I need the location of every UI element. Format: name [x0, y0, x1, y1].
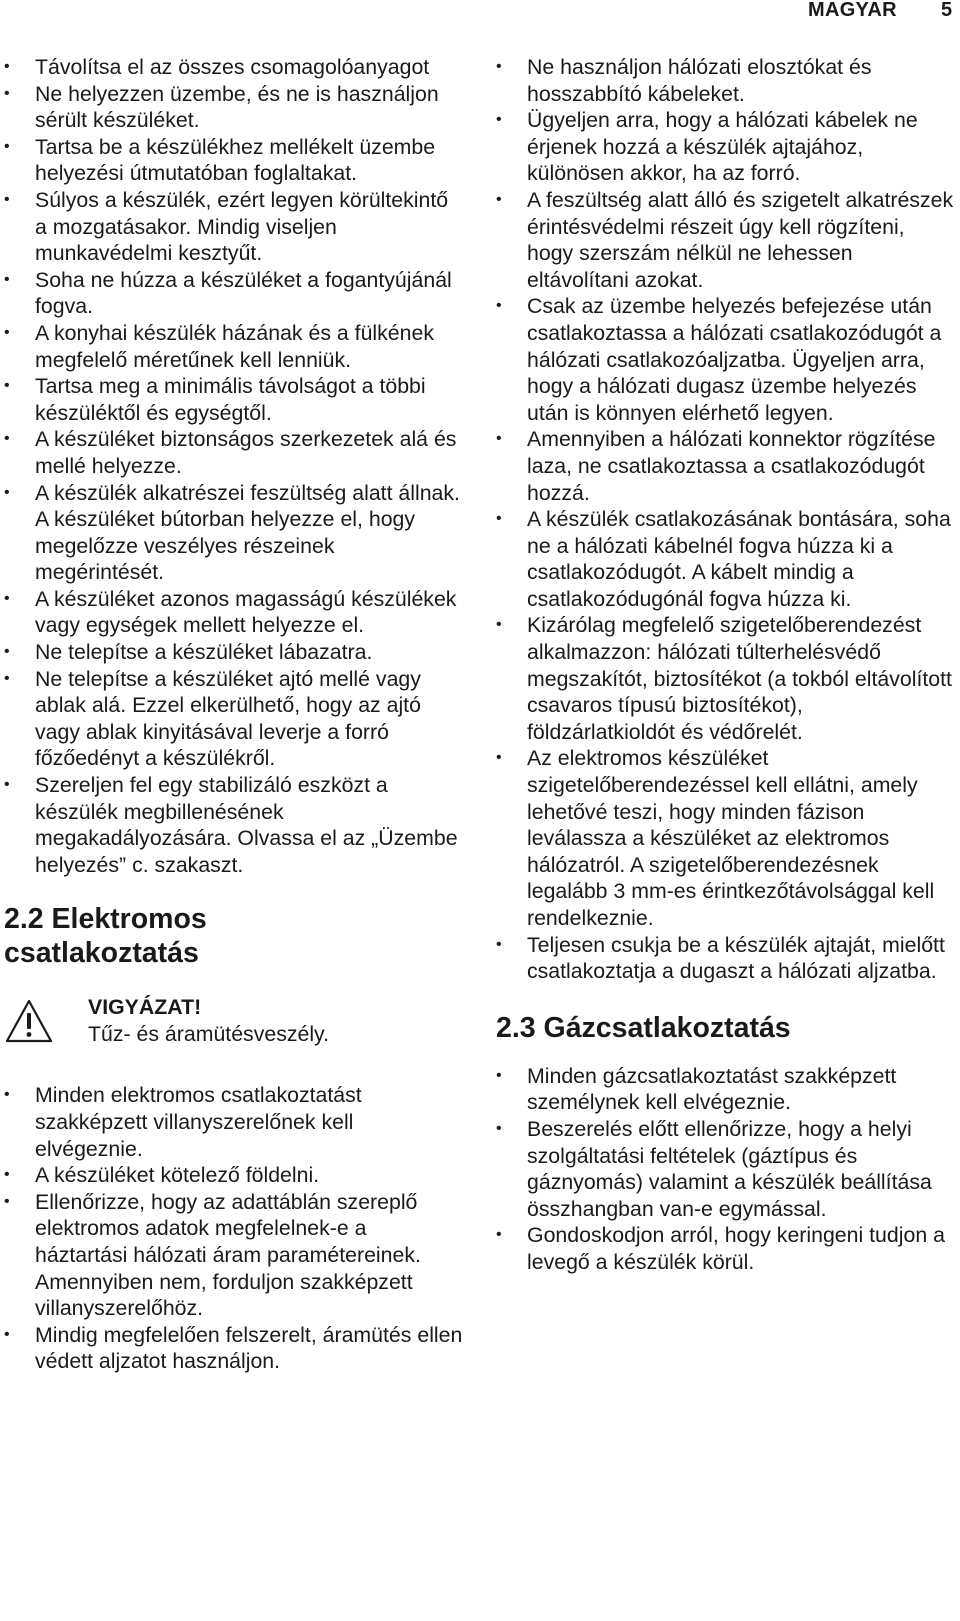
list-item — [4, 134, 464, 187]
list-item — [496, 745, 956, 931]
list-item — [4, 1322, 464, 1375]
bullet-icon: • — [496, 1226, 502, 1244]
list-item — [496, 932, 956, 985]
list-item — [4, 639, 464, 666]
list-item-text: A készülék csatlakozásának bontására, soha ne a hálózati kábelnél fogva húzza ki a csatlakozódugót. A kábelt mindig a csatlakozódugónál fogva húzza ki. — [527, 507, 951, 611]
list-item — [4, 772, 464, 878]
electric-list-continued — [496, 54, 956, 985]
electric-list — [4, 1082, 464, 1375]
bullet-icon: • — [496, 616, 502, 634]
list-item-text: Ne telepítse a készüléket lábazatra. — [35, 640, 373, 665]
list-item-text: Ne telepítse a készüléket ajtó mellé vagy ablak alá. Ezzel elkerülhető, hogy az ajtó vagy ablak kinyitásával leverje a forró főzőedényt a készülékről. — [35, 666, 421, 771]
list-item-text: A készüléket biztonságos szerkezetek alá és mellé helyezze. — [35, 427, 457, 478]
bullet-icon: • — [496, 1066, 502, 1084]
bullet-icon: • — [4, 270, 10, 288]
section-title-electric — [4, 902, 464, 970]
bullet-icon: • — [496, 1119, 502, 1137]
right-column — [496, 54, 956, 1276]
list-item-text: Az elektromos készüléket szigetelőberendezéssel kell ellátni, amely lehetővé teszi, hogy minden fázison leválassza a készüléket az elektromos hálózatról. A szigetelőberendezésnek legalább 3 mm-es érintkezőtávolsággal kell rendelkeznie. — [527, 746, 935, 930]
list-item-text: A feszültség alatt álló és szigetelt alkatrészek érintésvédelmi részeit úgy kell rögzíteni, hogy szerszám nélkül ne lehessen eltávolítani azokat. — [527, 187, 954, 292]
bullet-icon: • — [4, 190, 10, 208]
bullet-icon: • — [4, 589, 10, 607]
bullet-icon: • — [4, 1086, 10, 1104]
list-item-text: Szereljen fel egy stabilizáló eszközt a készülék megbillenésének megakadályozására. Olvassa el az „Üzembe helyezés” c. szakaszt. — [35, 773, 458, 877]
list-item — [4, 187, 464, 267]
gas-list — [496, 1063, 956, 1276]
list-item-text: A készüléket kötelező földelni. — [35, 1163, 320, 1188]
bullet-icon: • — [4, 643, 10, 661]
bullet-icon: • — [496, 749, 502, 767]
list-item-text: Amennyiben a hálózati konnektor rögzítése laza, ne csatlakoztassa a csatlakozódugót hozzá. — [527, 427, 936, 505]
bullet-icon: • — [4, 1166, 10, 1184]
list-item — [496, 107, 956, 187]
list-item — [496, 187, 956, 293]
list-item-text: Teljesen csukja be a készülék ajtaját, mielőtt csatlakoztatja a dugaszt a hálózati aljzatba. — [527, 932, 945, 984]
list-item-text: Ne helyezzen üzembe, és ne is használjon sérült készüléket. — [35, 81, 439, 133]
warning-text: Tűz- és áramütésveszély. — [88, 1022, 330, 1046]
list-item — [4, 54, 464, 81]
list-item — [496, 1222, 956, 1275]
warning-triangle-icon — [4, 998, 54, 1044]
installation-list — [4, 54, 464, 878]
list-item-text: Súlyos a készülék, ezért legyen körültekintő a mozgatásakor. Mindig viseljen munkavédelmi kesztyűt. — [35, 187, 449, 266]
list-item — [4, 666, 464, 772]
left-column — [4, 54, 464, 1375]
bullet-icon: • — [4, 483, 10, 501]
list-item — [496, 1116, 956, 1222]
bullet-icon: • — [4, 1325, 10, 1343]
list-item — [496, 54, 956, 107]
bullet-icon: • — [496, 935, 502, 953]
list-item-text: Ellenőrizze, hogy az adattáblán szereplő elektromos adatok megfelelnek-e a háztartási hálózati áram paramétereinek. Amennyiben nem, forduljon szakképzett villanyszerelőhöz. — [35, 1189, 421, 1321]
list-item-text: Ügyeljen arra, hogy a hálózati kábelek ne érjenek hozzá a készülék ajtajához, különösen akkor, ha az forró. — [527, 108, 918, 186]
bullet-icon: • — [4, 669, 10, 687]
list-item-text: Távolítsa el az összes csomagolóanyagot — [35, 55, 430, 79]
warning-box — [4, 994, 464, 1060]
bullet-icon: • — [496, 430, 502, 448]
list-item-text: Gondoskodjon arról, hogy keringeni tudjon a levegő a készülék körül. — [527, 1223, 945, 1274]
list-item — [4, 1162, 464, 1189]
list-item-text: Beszerelés előtt ellenőrizze, hogy a helyi szolgáltatási feltételek (gáztípus és gáznyomás) valamint a készülék beállítása összhangban van-e egymással. — [527, 1116, 932, 1221]
section-title-line2: csatlakoztatás — [4, 937, 199, 970]
language-label: MAGYAR — [808, 0, 897, 21]
list-item — [4, 320, 464, 373]
section-title-gas: 2.3 Gázcsatlakoztatás — [496, 1011, 791, 1044]
bullet-icon: • — [4, 776, 10, 794]
bullet-icon: • — [496, 297, 502, 315]
list-item-text: Kizárólag megfelelő szigetelőberendezést alkalmazzon: hálózati túlterhelésvédő megszakítót, biztosítékot (a tokból eltávolított csavaros típusú biztosítékot), földzárlatkioldót és védőrelét. — [527, 613, 952, 744]
list-item-text: A készüléket azonos magasságú készülékek vagy egységek mellett helyezze el. — [35, 586, 457, 638]
list-item — [496, 293, 956, 426]
bullet-icon: • — [4, 137, 10, 155]
list-item — [4, 267, 464, 320]
list-item-text: A készülék alkatrészei feszültség alatt állnak. A készüléket bútorban helyezze el, hogy megelőzze veszélyes részeinek megérintését. — [35, 480, 460, 585]
list-item-text: Tartsa be a készülékhez mellékelt üzembe helyezési útmutatóban foglaltakat. — [35, 134, 436, 186]
bullet-icon: • — [4, 430, 10, 448]
list-item — [4, 373, 464, 426]
warning-title: VIGYÁZAT! — [88, 995, 202, 1020]
list-item — [496, 612, 956, 745]
list-item — [496, 1063, 956, 1116]
list-item-text: Csak az üzembe helyezés befejezése után csatlakoztassa a hálózati csatlakozódugót a hálózati csatlakozóaljzatba. Ügyeljen arra, hogy a hálózati dugasz üzembe helyezés után is könnyen elérhető legyen. — [527, 294, 942, 425]
list-item-text: Ne használjon hálózati elosztókat és hosszabbító kábeleket. — [527, 55, 872, 106]
bullet-icon: • — [496, 111, 502, 129]
list-item-text: A konyhai készülék házának és a fülkének megfelelő méretűnek kell lenniük. — [35, 320, 434, 372]
bullet-icon: • — [4, 58, 10, 75]
page-header — [0, 0, 960, 22]
list-item-text: Minden gázcsatlakoztatást szakképzett személynek kell elvégeznie. — [527, 1063, 897, 1115]
bullet-icon: • — [496, 58, 502, 75]
list-item — [4, 426, 464, 479]
list-item-text: Mindig megfelelően felszerelt, áramütés ellen védett aljzatot használjon. — [35, 1322, 463, 1374]
page-number: 5 — [941, 0, 953, 21]
list-item-text: Soha ne húzza a készüléket a fogantyújánál fogva. — [35, 267, 452, 319]
bullet-icon: • — [4, 323, 10, 341]
list-item — [4, 1082, 464, 1162]
list-item — [4, 586, 464, 639]
list-item-text: Tartsa meg a minimális távolságot a többi készüléktől és egységtől. — [35, 374, 426, 425]
bullet-icon: • — [4, 377, 10, 395]
bullet-icon: • — [496, 510, 502, 528]
list-item — [4, 81, 464, 134]
list-item-text: Minden elektromos csatlakoztatást szakképzett villanyszerelőnek kell elvégeznie. — [35, 1083, 362, 1161]
bullet-icon: • — [496, 190, 502, 208]
list-item — [4, 480, 464, 586]
bullet-icon: • — [4, 84, 10, 102]
list-item — [4, 1189, 464, 1322]
bullet-icon: • — [4, 1192, 10, 1210]
list-item — [496, 506, 956, 612]
list-item — [496, 426, 956, 506]
section-title-line1: 2.2 Elektromos — [4, 903, 207, 936]
